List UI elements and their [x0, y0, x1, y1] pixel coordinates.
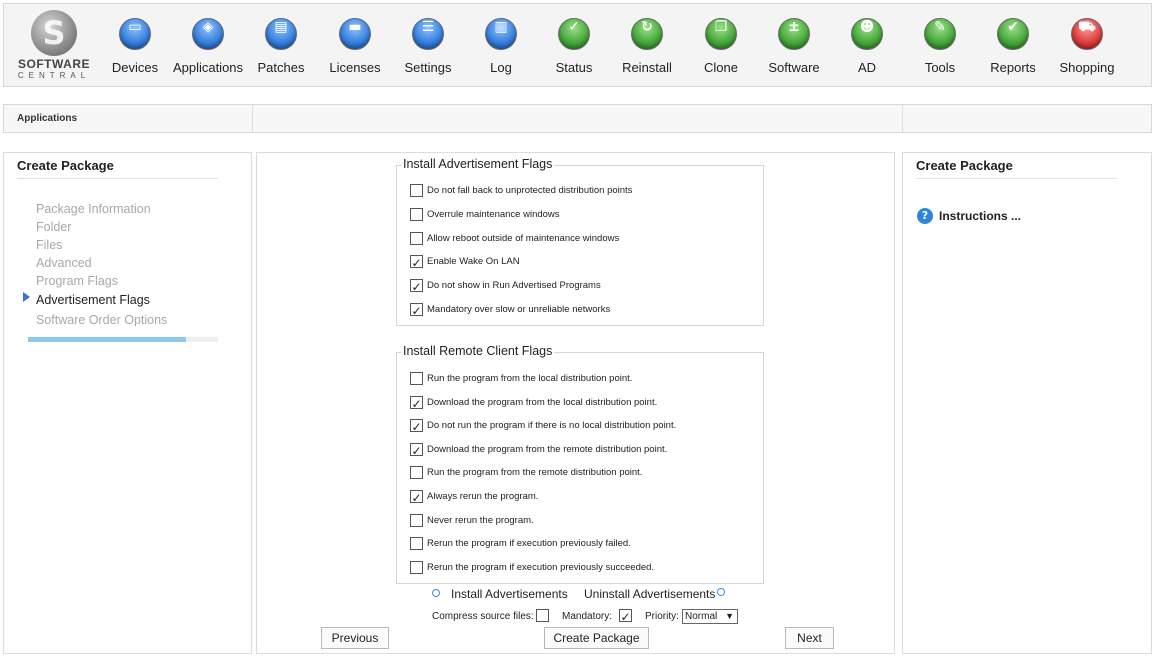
nav-label: Software [768, 60, 820, 75]
flag-label: Download the program from the local distribution point. [427, 396, 658, 408]
create-package-button[interactable]: Create Package [544, 627, 649, 649]
priority-select[interactable] [682, 609, 738, 624]
divider [252, 105, 253, 132]
nav-software-button[interactable] [757, 18, 831, 75]
compress-source-files-checkbox[interactable] [536, 609, 549, 622]
group-title: Install Remote Client Flags [403, 344, 553, 358]
monitor-icon [119, 18, 151, 50]
flag-label: Download the program from the remote distribution point. [427, 443, 668, 455]
flag-label: Enable Wake On LAN [427, 256, 520, 268]
compress-source-files-label: Compress source files: [432, 611, 534, 622]
refresh-icon [631, 18, 663, 50]
clipboard-check-icon-glyph: ✔ [1007, 19, 1019, 35]
nav-reports-button[interactable] [976, 18, 1050, 75]
flag-checkbox[interactable] [410, 184, 423, 197]
main-toolbar [3, 3, 1152, 87]
breadcrumb-bar [3, 104, 1152, 133]
nav-status-button[interactable] [537, 18, 611, 75]
cart-icon-glyph: ⛟ [1078, 19, 1096, 35]
nav-tools-button[interactable] [903, 18, 977, 75]
flag-label: Run the program from the remote distribution point. [427, 467, 643, 479]
nav-log-button[interactable] [464, 18, 538, 75]
nav-label: Patches [257, 60, 305, 75]
mandatory-checkbox[interactable]: ✓ [620, 610, 631, 624]
flag-checkbox[interactable]: ✓ [411, 280, 422, 295]
nav-shopping-button[interactable] [1050, 18, 1124, 75]
monitor-icon-glyph: ▭ [128, 19, 142, 35]
wrench-icon [924, 18, 956, 50]
flag-label: Allow reboot outside of maintenance windows [427, 232, 620, 244]
nav-label: Status [555, 60, 593, 75]
folder-icon [339, 18, 371, 50]
flag-label: Do not show in Run Advertised Programs [427, 280, 601, 292]
nav-label: Licenses [329, 60, 381, 75]
wizard-steps-panel [3, 152, 252, 654]
wizard-step-files[interactable]: Files [36, 238, 63, 252]
nav-label: Reinstall [622, 60, 672, 75]
progress-fill [28, 337, 186, 342]
checklist-icon [412, 18, 444, 50]
check-icon-glyph: ✓ [568, 19, 580, 35]
box-icon-glyph: ◈ [202, 19, 214, 35]
wizard-step-advertisement-flags[interactable]: Advertisement Flags [36, 293, 150, 307]
flag-checkbox[interactable] [410, 232, 423, 245]
install-remote-client-flags-group [396, 344, 764, 584]
flag-checkbox[interactable] [410, 537, 423, 550]
nav-ad-button[interactable] [830, 18, 904, 75]
copy-icon-glyph: ❐ [714, 19, 728, 35]
help-panel [902, 152, 1152, 654]
flag-checkbox[interactable]: ✓ [411, 304, 422, 318]
box-icon [192, 18, 224, 50]
flag-checkbox[interactable] [410, 466, 423, 479]
users-icon [851, 18, 883, 50]
nav-applications-button[interactable] [171, 18, 245, 75]
calculator-icon [778, 18, 810, 50]
flag-label: Run the program from the local distribution point. [427, 373, 633, 384]
logo-s-mark: S [42, 14, 66, 52]
flag-checkbox[interactable] [410, 561, 423, 574]
wizard-step-folder[interactable]: Folder [36, 220, 72, 234]
nav-label: Settings [404, 60, 452, 75]
wizard-step-advanced[interactable]: Advanced [36, 256, 92, 270]
nav-label: Clone [704, 60, 738, 75]
wizard-step-package-information[interactable]: Package Information [36, 202, 151, 216]
install-advertisements-label: Install Advertisements [451, 587, 568, 601]
nav-label: Tools [924, 60, 956, 75]
nav-licenses-button[interactable] [318, 18, 392, 75]
flag-checkbox[interactable] [410, 208, 423, 221]
nav-label: Log [490, 60, 512, 75]
panel-title: Create Package [916, 158, 1013, 173]
book-open-icon [485, 18, 517, 50]
breadcrumb: Applications [17, 113, 78, 124]
divider [902, 105, 903, 132]
flag-checkbox[interactable]: ✓ [411, 420, 422, 435]
advertisement-flags-panel [256, 152, 895, 654]
wizard-progress-bar [28, 337, 218, 342]
divider [916, 178, 1117, 179]
checklist-icon-glyph: ☰ [421, 19, 435, 35]
flag-checkbox[interactable] [410, 372, 423, 385]
nav-label: AD [857, 60, 877, 75]
copy-icon [705, 18, 737, 50]
flag-label: Always rerun the program. [427, 491, 539, 502]
book-icon-glyph: ▤ [274, 19, 288, 35]
nav-label: Reports [990, 60, 1036, 75]
nav-devices-button[interactable] [98, 18, 172, 75]
chevron-down-icon: ▼ [725, 611, 734, 621]
group-title: Install Advertisement Flags [403, 157, 553, 171]
flag-checkbox[interactable]: ✓ [411, 256, 422, 271]
flag-label: Mandatory over slow or unreliable networks [427, 304, 611, 315]
clipboard-check-icon [997, 18, 1029, 50]
wizard-step-software-order-options[interactable]: Software Order Options [36, 313, 168, 327]
nav-label: Devices [111, 60, 159, 75]
current-step-arrow-icon [23, 292, 30, 302]
book-icon [265, 18, 297, 50]
install-advertisement-flags-group [396, 157, 764, 326]
flag-checkbox[interactable]: ✓ [411, 491, 422, 505]
nav-label: Shopping [1059, 60, 1115, 75]
panel-title: Create Package [17, 158, 114, 173]
next-button[interactable]: Next [785, 627, 834, 649]
nav-settings-button[interactable] [391, 18, 465, 75]
instructions-link[interactable]: Instructions ... [939, 209, 1022, 223]
divider [17, 178, 218, 179]
previous-button[interactable]: Previous [321, 627, 389, 649]
flag-label: Do not run the program if there is no local distribution point. [427, 420, 677, 432]
flag-label: Do not fall back to unprotected distribution points [427, 185, 633, 196]
install-advertisements-radio[interactable] [432, 589, 440, 597]
nav-clone-button[interactable] [684, 18, 758, 75]
flag-label: Rerun the program if execution previously succeeded. [427, 561, 655, 573]
nav-label: Applications [172, 60, 244, 75]
flag-checkbox[interactable]: ✓ [411, 396, 422, 411]
software-central-logo[interactable] [8, 10, 100, 82]
mandatory-label: Mandatory: [562, 611, 613, 622]
flag-checkbox[interactable] [410, 514, 423, 527]
check-icon [558, 18, 590, 50]
logo-text-top: SOFTWARE [18, 57, 90, 71]
calculator-icon-glyph: ± [788, 19, 800, 35]
nav-reinstall-button[interactable] [610, 18, 684, 75]
priority-value: Normal [685, 611, 718, 622]
wrench-icon-glyph: ✎ [934, 19, 946, 35]
logo-text-bottom: CENTRAL [17, 71, 91, 80]
question-mark-icon: ? [917, 208, 933, 224]
users-icon-glyph: ☻ [859, 19, 875, 35]
priority-label: Priority: [645, 611, 679, 622]
flag-label: Rerun the program if execution previously failed. [427, 538, 631, 550]
uninstall-advertisements-radio[interactable] [717, 588, 725, 596]
refresh-icon-glyph: ↻ [641, 19, 653, 35]
flag-checkbox[interactable]: ✓ [411, 443, 422, 458]
flag-label: Overrule maintenance windows [427, 208, 560, 220]
book-open-icon-glyph: ▥ [494, 19, 508, 35]
nav-patches-button[interactable] [244, 18, 318, 75]
folder-icon-glyph: ▬ [348, 19, 362, 35]
cart-icon [1071, 18, 1103, 50]
wizard-step-program-flags[interactable]: Program Flags [36, 274, 118, 288]
flag-label: Never rerun the program. [427, 514, 534, 526]
uninstall-advertisements-label: Uninstall Advertisements [584, 587, 716, 601]
